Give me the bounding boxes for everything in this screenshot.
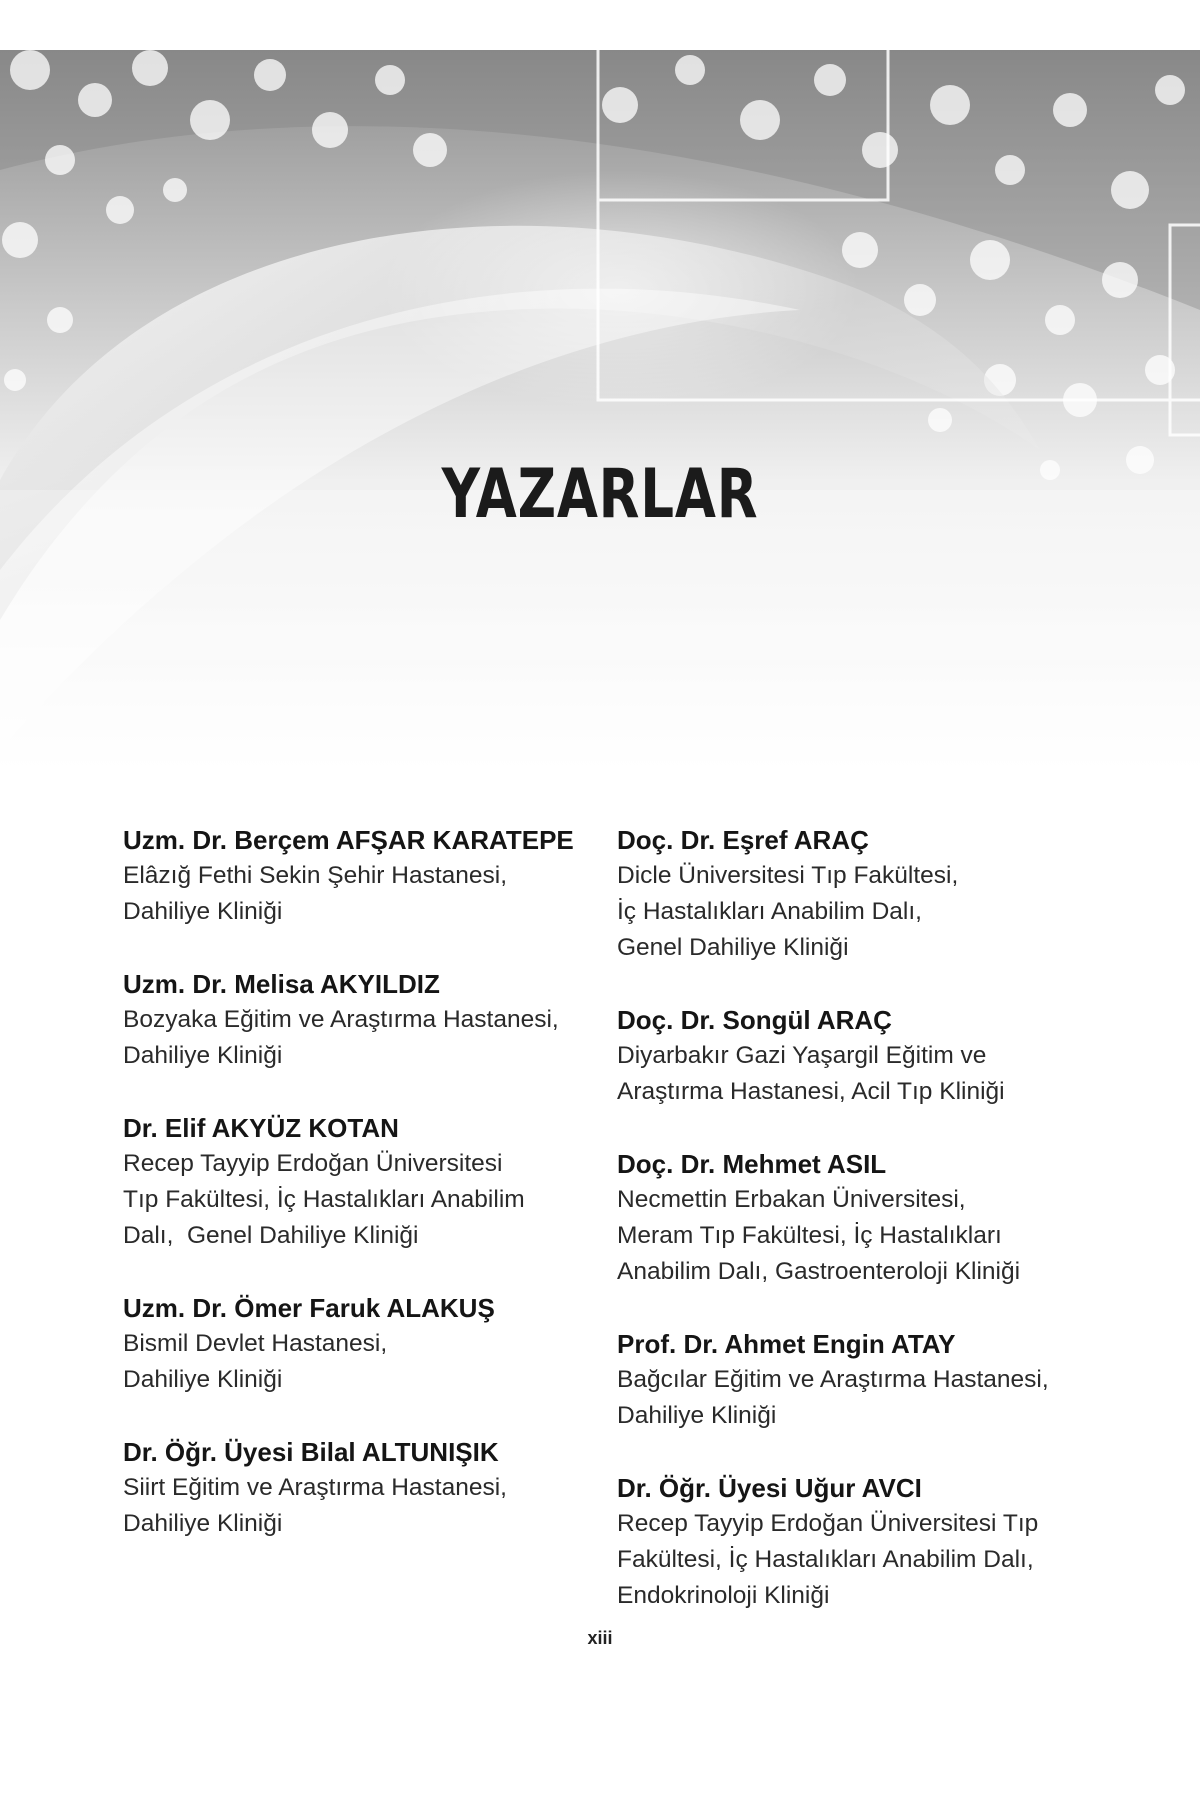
author-entry (123, 1434, 593, 1542)
author-affiliation: Bağcılar Eğitim ve Araştırma Hastanesi, (617, 1366, 1049, 1393)
authors-right-column (617, 822, 1107, 1650)
author-name: Uzm. Dr. Berçem AFŞAR KARATEPE (123, 825, 574, 855)
author-affiliation: Bozyaka Eğitim ve Araştırma Hastanesi, (123, 1006, 559, 1033)
author-name: Prof. Dr. Ahmet Engin ATAY (617, 1329, 956, 1359)
author-affiliation: Dahiliye Kliniği (123, 898, 283, 925)
author-affiliation: Elâzığ Fethi Sekin Şehir Hastanesi, (123, 862, 508, 889)
author-name: Dr. Öğr. Üyesi Bilal ALTUNIŞIK (123, 1437, 499, 1467)
author-affiliation: Dahiliye Kliniği (123, 1510, 283, 1537)
author-entry (617, 1326, 1107, 1434)
author-affiliation: Anabilim Dalı, Gastroenteroloji Kliniği (617, 1258, 1021, 1285)
author-affiliation: Dicle Üniversitesi Tıp Fakültesi, (617, 862, 959, 889)
author-affiliation: Siirt Eğitim ve Araştırma Hastanesi, (123, 1474, 507, 1501)
abstract-bokeh-background (0, 50, 1200, 770)
author-entry (123, 822, 593, 930)
author-affiliation: Araştırma Hastanesi, Acil Tıp Kliniği (617, 1078, 1005, 1105)
author-affiliation: Genel Dahiliye Kliniği (617, 934, 849, 961)
author-entry (617, 822, 1107, 966)
author-affiliation: Diyarbakır Gazi Yaşargil Eğitim ve (617, 1042, 987, 1069)
author-affiliation: Dalı, Genel Dahiliye Kliniği (123, 1222, 419, 1249)
author-name: Uzm. Dr. Melisa AKYILDIZ (123, 969, 440, 999)
author-affiliation: Dahiliye Kliniği (617, 1402, 777, 1429)
author-affiliation: İç Hastalıkları Anabilim Dalı, (617, 898, 922, 925)
author-name: Dr. Elif AKYÜZ KOTAN (123, 1113, 399, 1143)
page-title: YAZARLAR (441, 455, 759, 534)
author-affiliation: Endokrinoloji Kliniği (617, 1582, 830, 1609)
author-affiliation: Recep Tayyip Erdoğan Üniversitesi Tıp (617, 1510, 1039, 1537)
author-affiliation: Fakültesi, İç Hastalıkları Anabilim Dalı, (617, 1546, 1034, 1573)
author-entry (617, 1002, 1107, 1110)
author-affiliation: Dahiliye Kliniği (123, 1366, 283, 1393)
author-affiliation: Necmettin Erbakan Üniversitesi, (617, 1186, 966, 1213)
author-entry (617, 1470, 1107, 1614)
author-entry (617, 1146, 1107, 1290)
author-affiliation: Recep Tayyip Erdoğan Üniversitesi (123, 1150, 503, 1177)
author-name: Uzm. Dr. Ömer Faruk ALAKUŞ (123, 1293, 495, 1323)
authors-left-column (123, 822, 593, 1578)
author-name: Doç. Dr. Songül ARAÇ (617, 1005, 892, 1035)
decorative-header-banner (0, 50, 1200, 770)
author-entry (123, 966, 593, 1074)
author-affiliation: Tıp Fakültesi, İç Hastalıkları Anabilim (123, 1186, 525, 1213)
author-affiliation: Bismil Devlet Hastanesi, (123, 1330, 388, 1357)
author-entry (123, 1110, 593, 1254)
author-name: Doç. Dr. Mehmet ASIL (617, 1149, 887, 1179)
author-name: Doç. Dr. Eşref ARAÇ (617, 825, 869, 855)
author-name: Dr. Öğr. Üyesi Uğur AVCI (617, 1473, 922, 1503)
page-number: xiii (587, 1628, 613, 1648)
author-affiliation: Meram Tıp Fakültesi, İç Hastalıkları (617, 1222, 1002, 1249)
author-affiliation: Dahiliye Kliniği (123, 1042, 283, 1069)
author-entry (123, 1290, 593, 1398)
